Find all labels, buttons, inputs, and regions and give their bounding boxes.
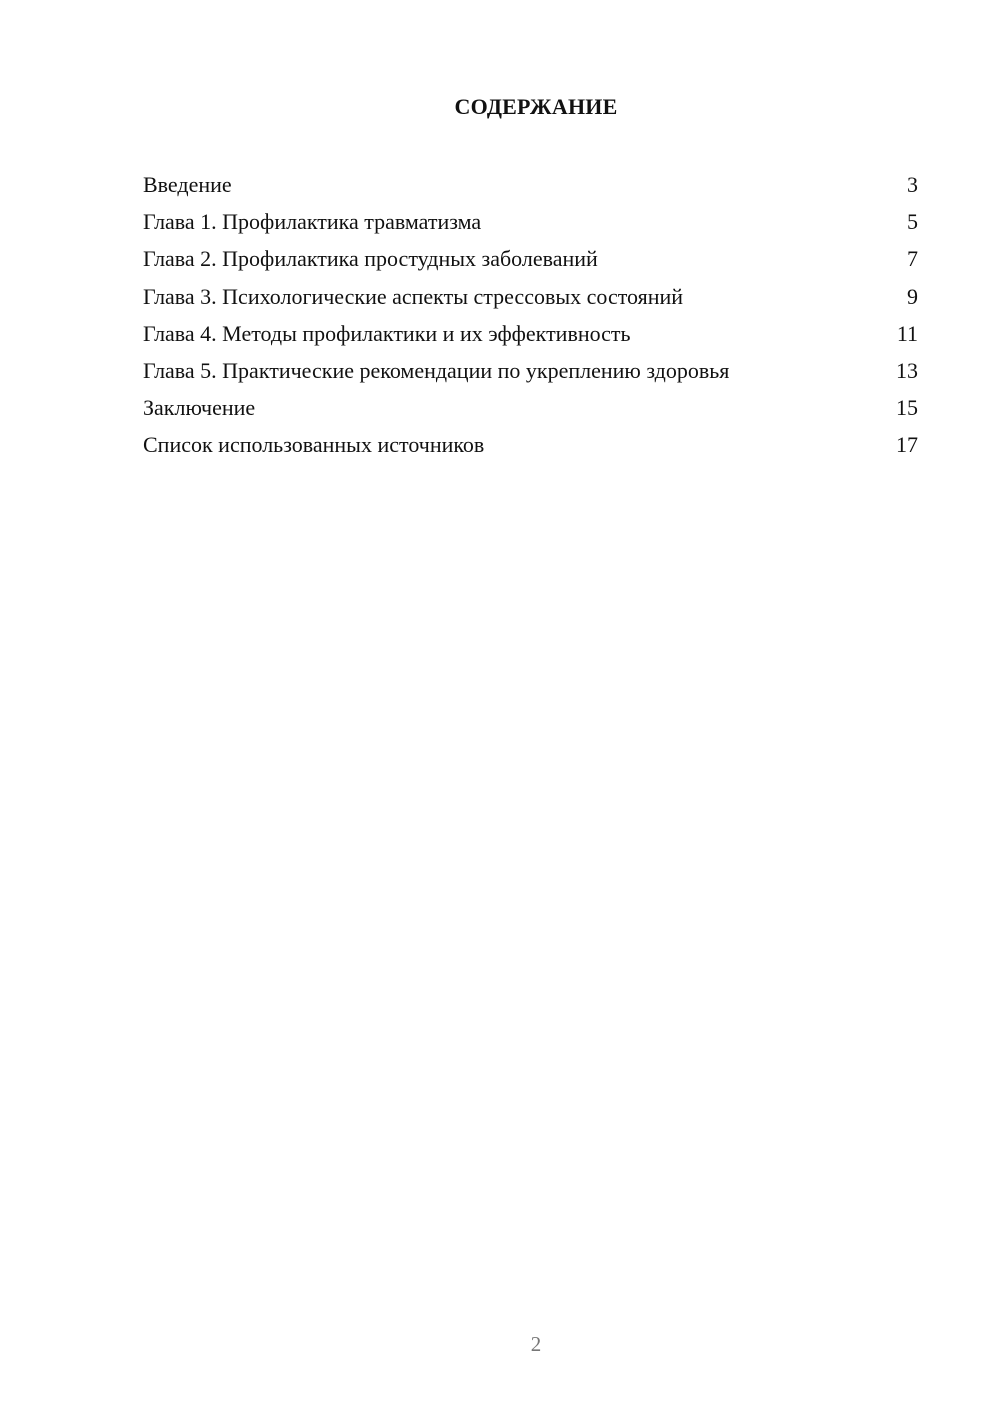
toc-entry-chapter-5 (143, 354, 918, 391)
toc-entry-chapter-3 (143, 280, 918, 317)
toc-entry-chapter-4 (143, 317, 918, 354)
toc-entry-page: 11 (896, 320, 918, 346)
page-number: 2 (530, 1332, 542, 1356)
toc-entry-title: Глава 3. Психологические аспекты стрессовых состояний (143, 283, 684, 309)
toc-entry-title: Введение (143, 172, 232, 197)
toc-entry-chapter-2 (143, 242, 918, 279)
toc-entry-introduction (143, 168, 918, 205)
toc-entry-title: Заключение (143, 395, 256, 421)
toc-entry-page: 5 (907, 209, 918, 235)
toc-entry-page: 3 (907, 172, 918, 197)
toc-entry-page: 7 (907, 246, 918, 272)
page-title: СОДЕРЖАНИЕ (454, 94, 618, 119)
toc-entry-chapter-1 (143, 205, 918, 242)
table-of-contents (143, 168, 918, 466)
toc-entry-page: 15 (896, 395, 918, 421)
toc-entry-references (143, 428, 918, 465)
toc-entry-title: Список использованных источников (143, 432, 485, 458)
toc-entry-page: 17 (896, 432, 918, 458)
toc-entry-title: Глава 1. Профилактика травматизма (143, 209, 482, 235)
toc-entry-title: Глава 5. Практические рекомендации по укреплению здоровья (143, 357, 730, 383)
toc-entry-conclusion (143, 391, 918, 428)
toc-entry-title: Глава 4. Методы профилактики и их эффективность (143, 320, 631, 346)
toc-entry-title: Глава 2. Профилактика простудных заболеваний (143, 246, 598, 272)
toc-entry-page: 13 (896, 357, 918, 383)
toc-entry-page: 9 (907, 283, 918, 309)
